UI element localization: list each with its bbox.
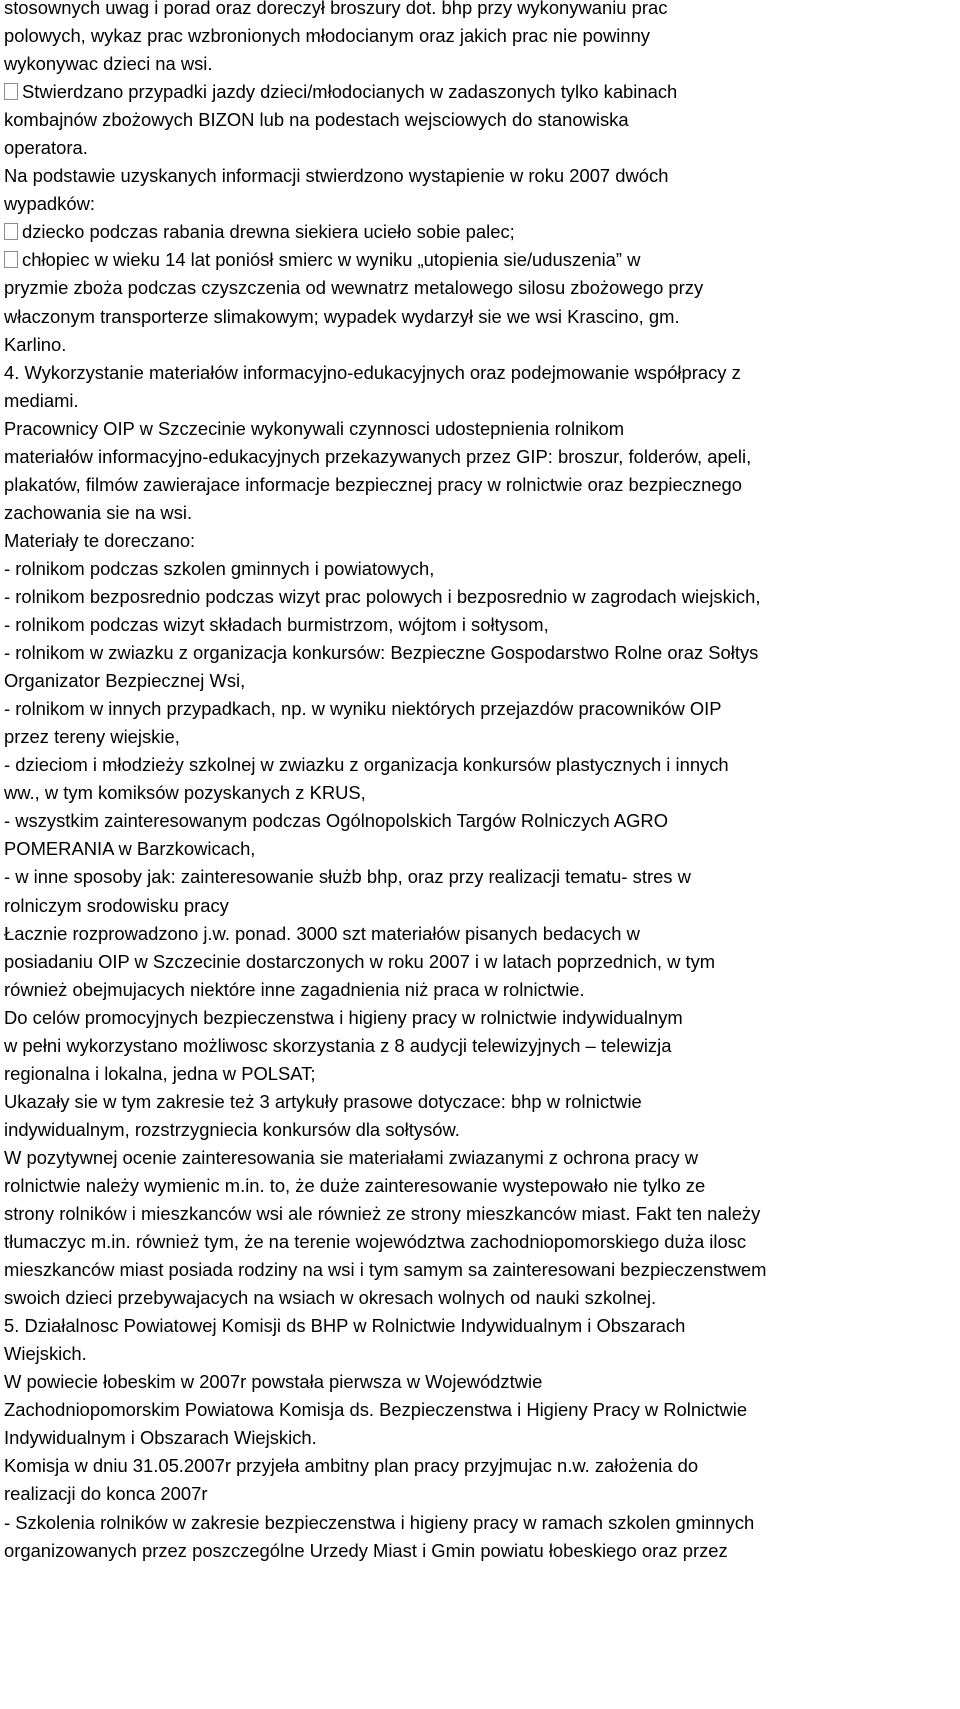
line-text: POMERANIA w Barzkowicach, [4, 838, 256, 860]
text-line [4, 751, 956, 779]
line-text: wykonywac dzieci na wsi. [4, 53, 213, 75]
missing-glyph-bullet-icon [4, 83, 18, 100]
text-line [4, 274, 956, 302]
line-text: mieszkanców miast posiada rodziny na wsi i tym samym sa zainteresowani bezpieczenstwem [4, 1259, 767, 1281]
line-text: Pracownicy OIP w Szczecinie wykonywali czynnosci udostepnienia rolnikom [4, 417, 625, 439]
text-line [4, 134, 956, 162]
text-line [4, 863, 956, 891]
text-line [4, 1228, 956, 1256]
text-line [4, 1004, 956, 1032]
text-line [4, 1256, 956, 1284]
line-text: dziecko podczas rabania drewna siekiera ucieło sobie palec; [22, 221, 515, 243]
line-text: materiałów informacyjno-edukacyjnych przekazywanych przez GIP: broszur, folderów, apeli, [4, 445, 752, 467]
line-text: - wszystkim zainteresowanym podczas Ogólnopolskich Targów Rolniczych AGRO [4, 810, 669, 832]
text-line [4, 1032, 956, 1060]
text-line [4, 1116, 956, 1144]
text-line [4, 1368, 956, 1396]
line-text: również obejmujacych niektóre inne zagadnienia niż praca w rolnictwie. [4, 978, 585, 1000]
text-line [4, 583, 956, 611]
text-line [4, 667, 956, 695]
line-text: - rolnikom podczas wizyt składach burmistrzom, wójtom i sołtysom, [4, 614, 549, 636]
line-text: realizacji do konca 2007r [4, 1483, 208, 1505]
line-text: Łacznie rozprowadzono j.w. ponad. 3000 szt materiałów pisanych bedacych w [4, 922, 640, 944]
text-line [4, 1424, 956, 1452]
line-text: Komisja w dniu 31.05.2007r przyjeła ambitny plan pracy przyjmujac n.w. założenia do [4, 1455, 699, 1477]
line-text: przez tereny wiejskie, [4, 726, 180, 748]
line-text: - rolnikom w zwiazku z organizacja konkursów: Bezpieczne Gospodarstwo Rolne oraz Sołtys [4, 642, 759, 664]
line-text: W pozytywnej ocenie zainteresowania sie materiałami zwiazanymi z ochrona pracy w [4, 1146, 699, 1168]
text-line [4, 106, 956, 134]
line-text: indywidualnym, rozstrzygniecia konkursów dla sołtysów. [4, 1118, 460, 1140]
line-text: - rolnikom podczas szkolen gminnych i powiatowych, [4, 557, 435, 579]
line-text: Karlino. [4, 333, 67, 355]
text-line [4, 779, 956, 807]
line-text: rolniczym srodowisku pracy [4, 894, 229, 916]
line-text: Do celów promocyjnych bezpieczenstwa i higieny pracy w rolnictwie indywidualnym [4, 1006, 683, 1028]
line-text: Ukazały sie w tym zakresie też 3 artykuły prasowe dotyczace: bhp w rolnictwie [4, 1090, 642, 1112]
line-text: mediami. [4, 389, 79, 411]
line-text: - w inne sposoby jak: zainteresowanie służb bhp, oraz przy realizacji tematu- stres w [4, 866, 691, 888]
line-text: - rolnikom w innych przypadkach, np. w wyniku niektórych przejazdów pracowników OIP [4, 698, 722, 720]
text-line [4, 920, 956, 948]
line-text: 5. Działalnosc Powiatowej Komisji ds BHP w Rolnictwie Indywidualnym i Obszarach [4, 1315, 686, 1337]
text-line [4, 835, 956, 863]
line-text: - rolnikom bezposrednio podczas wizyt prac polowych i bezposrednio w zagrodach wiejskich, [4, 585, 761, 607]
text-line [4, 1284, 956, 1312]
line-text: plakatów, filmów zawierajace informacje bezpiecznej pracy w rolnictwie oraz bezpiecznego [4, 473, 743, 495]
line-text: polowych, wykaz prac wzbronionych młodocianym oraz jakich prac nie powinny [4, 25, 651, 47]
text-line [4, 162, 956, 190]
text-line [4, 1509, 956, 1537]
missing-glyph-bullet-icon [4, 223, 18, 240]
text-line [4, 331, 956, 359]
text-line [4, 976, 956, 1004]
line-text: wypadków: [4, 193, 95, 215]
text-line [4, 387, 956, 415]
text-line [4, 555, 956, 583]
line-text: organizowanych przez poszczególne Urzedy Miast i Gmin powiatu łobeskiego oraz przez [4, 1539, 728, 1561]
text-line [4, 1537, 956, 1565]
line-text: strony rolników i mieszkanców wsi ale również ze strony mieszkanców miast. Fakt ten należy [4, 1203, 761, 1225]
line-text: 4. Wykorzystanie materiałów informacyjno-edukacyjnych oraz podejmowanie współpracy z [4, 361, 741, 383]
line-text: Materiały te doreczano: [4, 529, 196, 551]
line-text: Na podstawie uzyskanych informacji stwierdzono wystapienie w roku 2007 dwóch [4, 165, 669, 187]
text-line [4, 611, 956, 639]
text-line [4, 1312, 956, 1340]
text-line [4, 1396, 956, 1424]
line-text: ww., w tym komiksów pozyskanych z KRUS, [4, 782, 366, 804]
text-line [4, 1200, 956, 1228]
line-text: Organizator Bezpiecznej Wsi, [4, 670, 246, 692]
line-text: W powiecie łobeskim w 2007r powstała pierwsza w Województwie [4, 1371, 543, 1393]
line-text: Wiejskich. [4, 1343, 87, 1365]
text-line [4, 695, 956, 723]
text-line [4, 471, 956, 499]
text-line [4, 1172, 956, 1200]
text-line [4, 190, 956, 218]
missing-glyph-bullet-icon [4, 251, 18, 268]
text-line [4, 1088, 956, 1116]
text-line [4, 1144, 956, 1172]
line-text: - Szkolenia rolników w zakresie bezpieczenstwa i higieny pracy w ramach szkolen gminnych [4, 1511, 755, 1533]
text-line [4, 639, 956, 667]
text-line [4, 415, 956, 443]
line-text: właczonym transporterze slimakowym; wypadek wydarzył sie we wsi Krascino, gm. [4, 305, 680, 327]
line-text: pryzmie zboża podczas czyszczenia od wewnatrz metalowego silosu zbożowego przy [4, 277, 704, 299]
text-line [4, 1480, 956, 1508]
bullet-line [4, 246, 956, 274]
text-line [4, 499, 956, 527]
line-text: Indywidualnym i Obszarach Wiejskich. [4, 1427, 317, 1449]
line-text: w pełni wykorzystano możliwosc skorzystania z 8 audycji telewizyjnych – telewizja [4, 1034, 672, 1056]
line-text: zachowania sie na wsi. [4, 501, 193, 523]
line-text: tłumaczyc m.in. również tym, że na terenie województwa zachodniopomorskiego duża ilosc [4, 1231, 747, 1253]
text-line [4, 1340, 956, 1368]
line-text: posiadaniu OIP w Szczecinie dostarczonych w roku 2007 i w latach poprzednich, w tym [4, 950, 716, 972]
text-line [4, 723, 956, 751]
line-text: - dzieciom i młodzieży szkolnej w zwiazku z organizacja konkursów plastycznych i innych [4, 754, 729, 776]
text-line [4, 1452, 956, 1480]
text-line [4, 50, 956, 78]
text-line [4, 359, 956, 387]
line-text: Stwierdzano przypadki jazdy dzieci/młodocianych w zadaszonych tylko kabinach [22, 81, 678, 103]
text-line [4, 443, 956, 471]
text-line [4, 1060, 956, 1088]
line-text: regionalna i lokalna, jedna w POLSAT; [4, 1062, 316, 1084]
text-line [4, 0, 956, 22]
text-line [4, 807, 956, 835]
text-line [4, 892, 956, 920]
text-line [4, 527, 956, 555]
line-text: chłopiec w wieku 14 lat poniósł smierc w wyniku „utopienia sie/uduszenia” w [22, 249, 641, 271]
line-text: Zachodniopomorskim Powiatowa Komisja ds. Bezpieczenstwa i Higieny Pracy w Rolnictwie [4, 1399, 748, 1421]
bullet-line [4, 78, 956, 106]
line-text: kombajnów zbożowych BIZON lub na podestach wejsciowych do stanowiska [4, 109, 629, 131]
line-text: stosownych uwag i porad oraz doreczył broszury dot. bhp przy wykonywaniu prac [4, 0, 668, 18]
line-text: swoich dzieci przebywajacych na wsiach w okresach wolnych od nauki szkolnej. [4, 1287, 657, 1309]
text-line [4, 22, 956, 50]
bullet-line [4, 218, 956, 246]
text-line [4, 303, 956, 331]
text-line [4, 948, 956, 976]
line-text: operatora. [4, 137, 88, 159]
line-text: rolnictwie należy wymienic m.in. to, że duże zainteresowanie wystepowało nie tylko ze [4, 1174, 706, 1196]
